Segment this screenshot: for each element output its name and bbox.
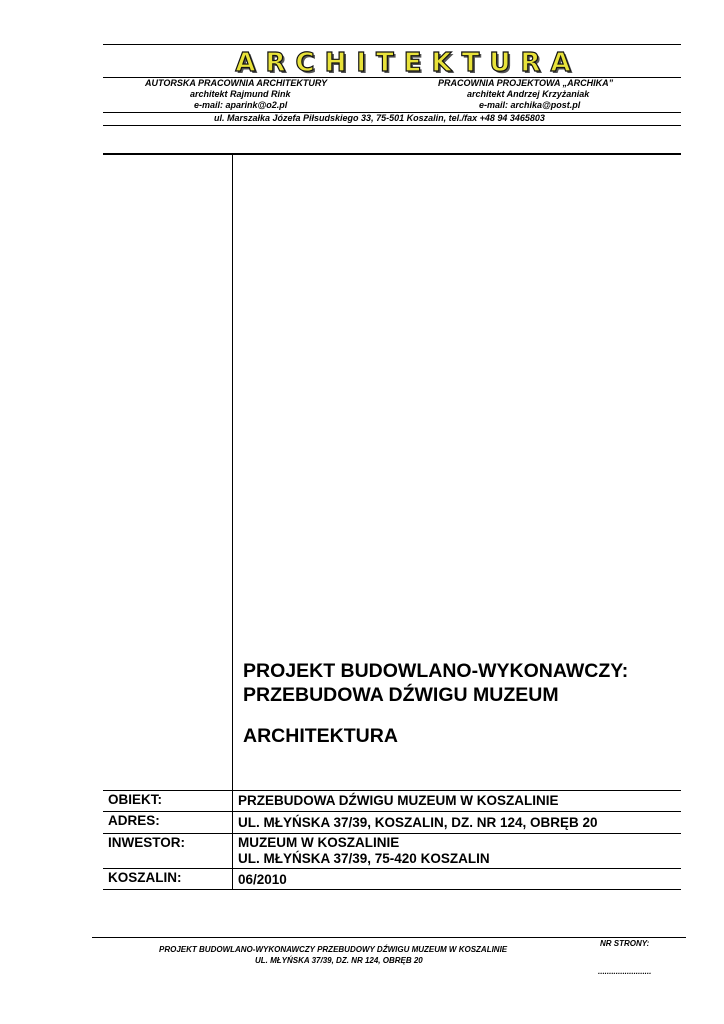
logo-text: ARCHITEKTURA xyxy=(235,48,581,78)
header-bottom-rule xyxy=(103,125,681,126)
content-top-rule xyxy=(103,153,681,155)
info-label-koszalin: KOSZALIN: xyxy=(108,870,182,885)
right-email: e-mail: archika@post.pl xyxy=(479,100,581,110)
info-value-obiekt: PRZEBUDOWA DŹWIGU MUZEUM W KOSZALINIE xyxy=(238,793,559,808)
left-architect-name: architekt Rajmund Rink xyxy=(190,89,291,99)
page-number-label: NR STRONY: xyxy=(600,939,650,948)
info-rule-1 xyxy=(103,811,681,812)
info-value-inwestor-address: UL. MŁYŃSKA 37/39, 75-420 KOSZALIN xyxy=(238,851,490,866)
left-studio-name: AUTORSKA PRACOWNIA ARCHITEKTURY xyxy=(145,78,328,88)
page-number-field: ........................ xyxy=(598,967,652,976)
project-title-line2: PRZEBUDOWA DŹWIGU MUZEUM xyxy=(243,684,559,706)
architektura-logo xyxy=(140,50,676,76)
info-value-adres: UL. MŁYŃSKA 37/39, KOSZALIN, DZ. NR 124, OBRĘB 20 xyxy=(238,815,598,830)
info-rule-bottom xyxy=(103,889,681,890)
footer-rule xyxy=(92,937,686,938)
info-value-date: 06/2010 xyxy=(238,872,287,887)
info-rule-top xyxy=(103,790,681,791)
info-label-inwestor: INWESTOR: xyxy=(108,835,185,850)
left-email: e-mail: aparink@o2.pl xyxy=(194,100,288,110)
info-label-obiekt: OBIEKT: xyxy=(108,792,162,807)
info-rule-2 xyxy=(103,833,681,834)
right-architect-name: architekt Andrzej Krzyżaniak xyxy=(467,89,590,99)
studio-address: ul. Marszałka Józefa Piłsudskiego 33, 75-501 Koszalin, tel./fax +48 94 3465803 xyxy=(214,113,545,123)
footer-project-name: PROJEKT BUDOWLANO-WYKONAWCZY PRZEBUDOWY DŹWIGU MUZEUM W KOSZALINIE xyxy=(159,945,508,954)
left-margin-rule xyxy=(232,154,233,889)
info-rule-3 xyxy=(103,868,681,869)
right-studio-name: PRACOWNIA PROJEKTOWA „ARCHIKA” xyxy=(438,78,614,88)
project-title-line1: PROJEKT BUDOWLANO-WYKONAWCZY: xyxy=(243,660,629,682)
info-label-adres: ADRES: xyxy=(108,813,160,828)
project-discipline: ARCHITEKTURA xyxy=(243,725,398,747)
info-value-inwestor: MUZEUM W KOSZALINIE xyxy=(238,835,400,850)
header-top-rule xyxy=(103,44,681,45)
footer-project-address: UL. MŁYŃSKA 37/39, DZ. NR 124, OBRĘB 20 xyxy=(255,956,423,965)
